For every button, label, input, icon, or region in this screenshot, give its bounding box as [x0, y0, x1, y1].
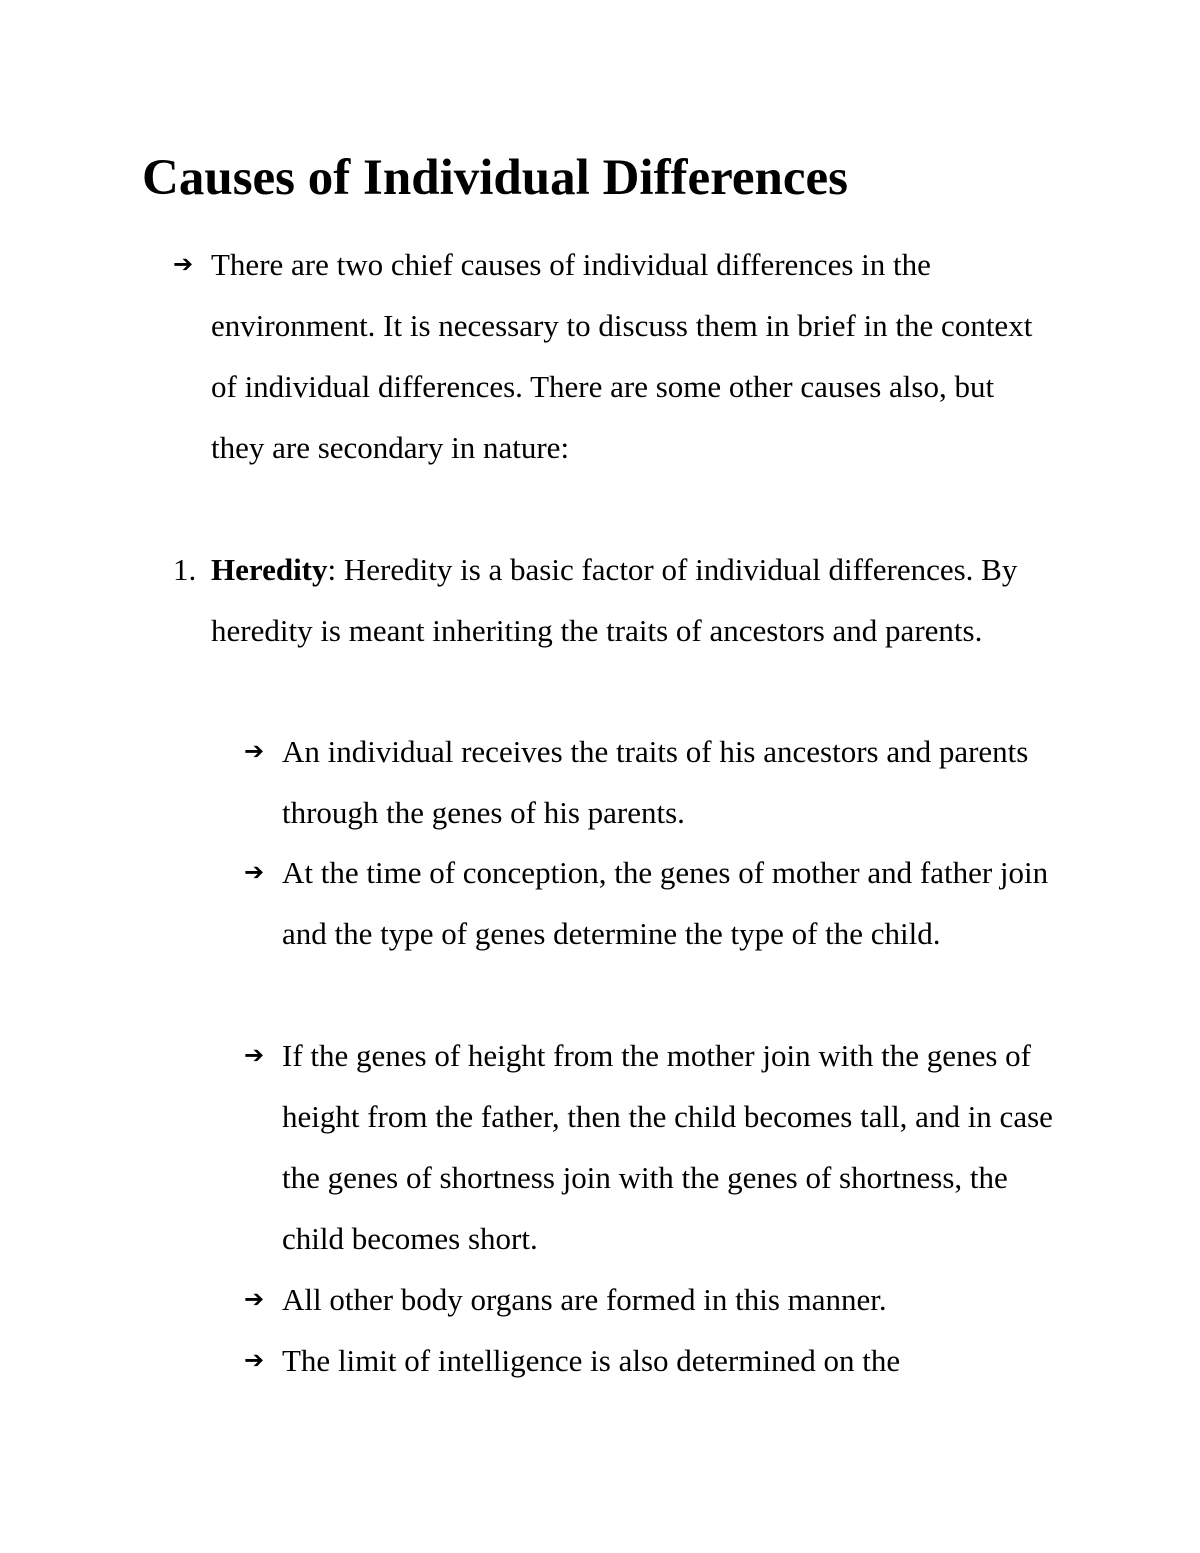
intro-bullet — [173, 234, 1053, 478]
intro-text: There are two chief causes of individual differences in the environment. It is necessary to discuss them in brief in the context of individual differences. There are some other causes also, but they are secondary in nature: — [211, 247, 1033, 465]
arrow-bullet-icon: ➔ — [173, 250, 194, 278]
sub-bullet — [244, 842, 1064, 964]
sub-bullet — [244, 721, 1064, 843]
page-title: Causes of Individual Differences — [142, 150, 849, 206]
arrow-bullet-icon: ➔ — [244, 1041, 265, 1069]
list-item-term: Heredity — [211, 552, 328, 587]
list-item-separator: : — [327, 552, 337, 587]
list-item-number: 1. — [173, 552, 197, 587]
arrow-bullet-icon: ➔ — [244, 737, 265, 765]
arrow-bullet-icon: ➔ — [244, 1285, 265, 1313]
arrow-bullet-icon: ➔ — [244, 1346, 265, 1374]
sub-bullet — [244, 1330, 1064, 1391]
sub-bullet — [244, 1025, 1064, 1269]
sub-bullet — [244, 1269, 1064, 1330]
sub-bullet-text: If the genes of height from the mother join with the genes of height from the father, then the child becomes tall, and in case the genes of shortness join with the genes of shortness, the child becomes short. — [282, 1038, 1053, 1256]
arrow-bullet-icon: ➔ — [244, 858, 265, 886]
list-item-body — [211, 539, 1053, 661]
list-item-text: Heredity is a basic factor of individual differences. By heredity is meant inheriting the traits of ancestors and parents. — [211, 552, 1018, 648]
sub-bullet-text: At the time of conception, the genes of mother and father join and the type of genes determine the type of the child. — [282, 855, 1049, 951]
list-item-heredity — [173, 539, 1053, 661]
sub-bullet-text: The limit of intelligence is also determined on the — [282, 1343, 901, 1378]
sub-bullet-text: An individual receives the traits of his ancestors and parents through the genes of his parents. — [282, 734, 1029, 830]
sub-bullet-text: All other body organs are formed in this manner. — [282, 1282, 887, 1317]
